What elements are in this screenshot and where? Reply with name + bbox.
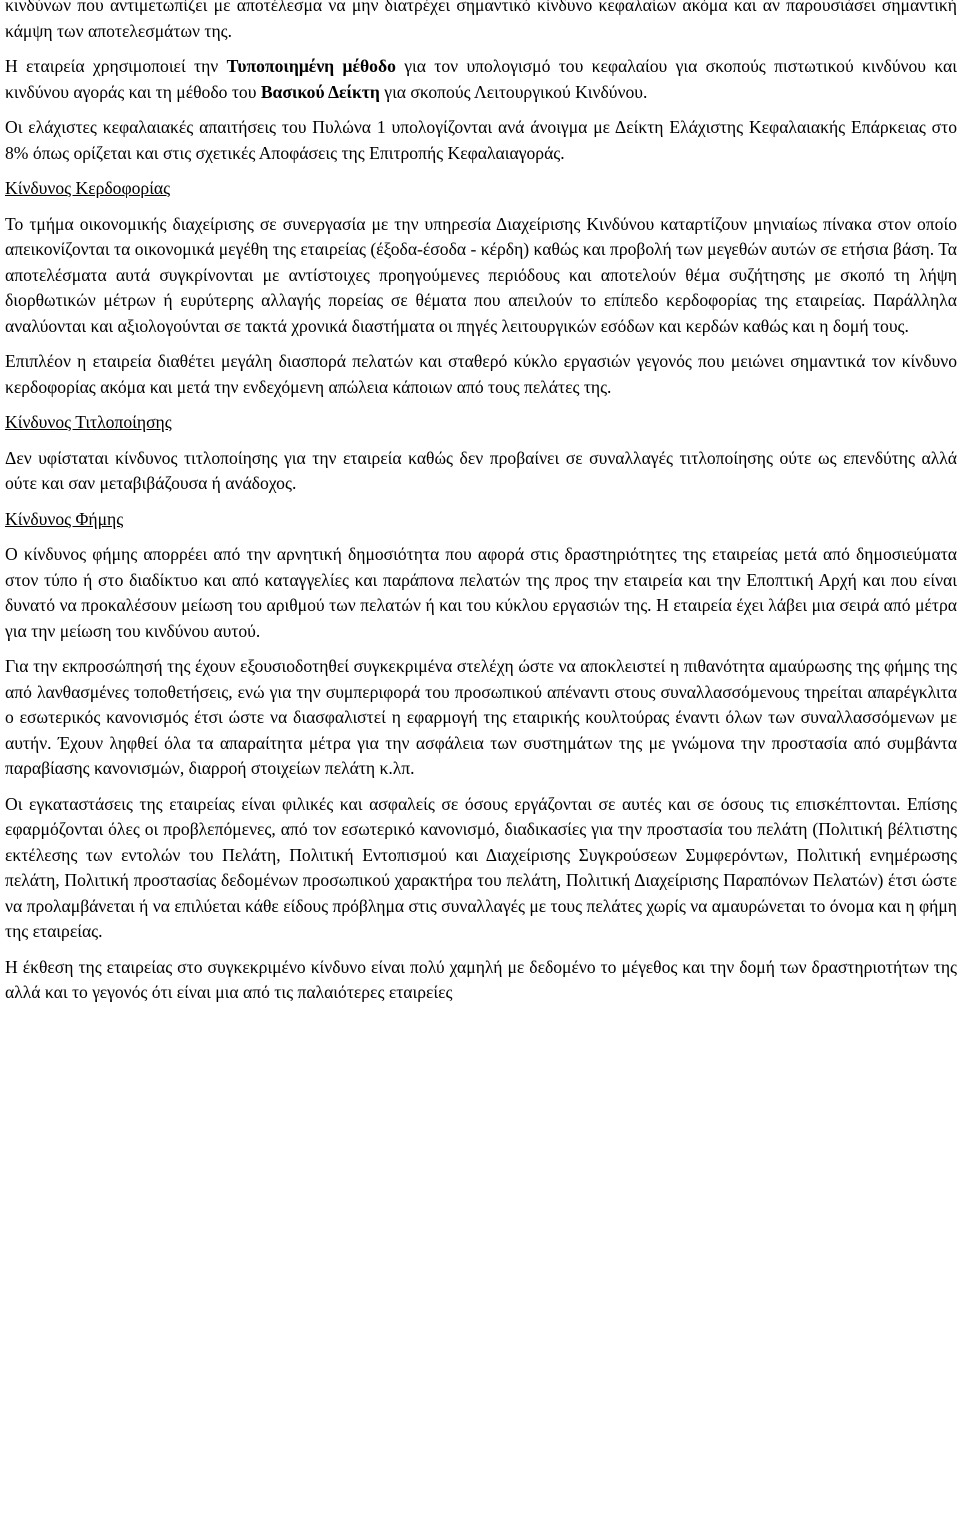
paragraph-securitization: Δεν υφίσταται κίνδυνος τιτλοποίησης για την εταιρεία καθώς δεν προβαίνει σε συναλλαγές τιτλοποίησης ούτε ως επενδύτης αλλά ούτε και σαν μεταβιβάζουσα ή ανάδοχος. xyxy=(5,447,957,493)
heading-securitization-risk: Κίνδυνος Τιτλοποίησης xyxy=(5,412,172,432)
heading-profitability-risk: Κίνδυνος Κερδοφορίας xyxy=(5,178,171,198)
paragraph-exposure: Η έκθεση της εταιρείας στο συγκεκριμένο κίνδυνο είναι πολύ χαμηλή με δεδομένο το μέγεθος και την δομή των δραστηριοτήτων της αλλά και το γεγονός ότι είναι μια από τις παλαιότερες εταιρείες xyxy=(5,956,957,1002)
document-page xyxy=(5,0,957,1016)
heading-reputation-risk: Κίνδυνος Φήμης xyxy=(5,508,124,529)
standardised-method-term: Τυποποιημένη μέθοδο xyxy=(226,56,396,76)
capital-method-text-1: Η εταιρεία χρησιμοποιεί την xyxy=(5,56,227,76)
paragraph-capital-method xyxy=(5,54,957,105)
paragraph-reputation-3: Οι εγκαταστάσεις της εταιρείας είναι φιλικές και ασφαλείς σε όσους εργάζονται σε αυτές και σε όσους τις επισκέπτονται. Επίσης εφαρμόζονται όλες οι προβλεπόμενες, από τον εσωτερικό κανονισμό, διαδικασίες για την προστασία του πελάτη (Πολιτική βέλτιστης εκτέλεσης των εντολών του Πελάτη, Πολιτική Εντοπισμού και Διαχείρισης Συγκρούσεων Συμφερόντων, Πολιτική ενημέρωσης πελάτη, Πολιτική προστασίας δεδομένων προσωπικού χαρακτήρα του πελάτη, Πολιτική Διαχείρισης Παραπόνων Πελατών) έτσι ώστε να προλαμβάνεται ή να επιλύεται κάθε είδους πρόβλημα στις συναλλαγές με τους πελάτες χωρίς να αμαυρώνεται το όνομα και η φήμη της εταιρείας. xyxy=(5,793,958,941)
capital-method-text-2: για τον υπολογισμό του κεφαλαίου για σκοπούς πιστωτικού κινδύνου και κινδύνου αγοράς και τη μέθοδο του xyxy=(5,56,958,102)
paragraph-profitability-1: Το τμήμα οικονομικής διαχείρισης σε συνεργασία με την υπηρεσία Διαχείρισης Κινδύνου καταρτίζουν μηνιαίως πίνακα στον οποίο απεικονίζονται τα οικονομικά μεγέθη της εταιρείας (έξοδα-έσοδα - κέρδη) καθώς και προβολή των μεγεθών αυτών σε ετήσια βάση. Τα αποτελέσματα αυτά συγκρίνονται με αντίστοιχες προηγούμενες περιόδους και αποτελούν θέμα συζήτησης με σκοπό τη λήψη διορθωτικών μέτρων ή ευρύτερης αλλαγής πορείας σε θέματα που απειλούν το επίπεδο κερδοφορίας της εταιρείας. Παράλληλα αναλύονται και αξιολογούνται σε τακτά χρονικά διαστήματα οι πηγές λειτουργικών εσόδων και κερδών καθώς και η δομή τους. xyxy=(5,213,957,336)
paragraph-pillar-1: Οι ελάχιστες κεφαλαιακές απαιτήσεις του Πυλώνα 1 υπολογίζονται ανά άνοιγμα με Δείκτη Ελάχιστης Κεφαλαιακής Επάρκειας στο 8% όπως ορίζεται και στις σχετικές Αποφάσεις της Επιτροπής Κεφαλαιαγοράς. xyxy=(5,117,957,163)
paragraph-profitability-2: Επιπλέον η εταιρεία διαθέτει μεγάλη διασπορά πελατών και σταθερό κύκλο εργασιών γεγονός που μειώνει σημαντικά τον κίνδυνο κερδοφορίας ακόμα και μετά την ενδεχόμενη απώλεια κάποιων από τους πελάτες της. xyxy=(5,351,957,397)
paragraph-reputation-1: Ο κίνδυνος φήμης απορρέει από την αρνητική δημοσιότητα που αφορά στις δραστηριότητες της εταιρείας μετά από δημοσιεύματα στον τύπο ή στο διαδίκτυο και από καταγγελίες και παράπονα πελατών της προς την εταιρεία και την Εποπτική Αρχή και που είναι δυνατό να προκαλέσουν μείωση του αριθμού των πελατών ή και του κύκλου εργασιών της. Η εταιρεία έχει λάβει μια σειρά από μέτρα για την μείωση του κινδύνου αυτού. xyxy=(5,544,957,641)
paragraph-reputation-2: Για την εκπροσώπησή της έχουν εξουσιοδοτηθεί συγκεκριμένα στελέχη ώστε να αποκλειστεί η πιθανότητα αμαύρωσης της φήμης της από λανθασμένες τοποθετήσεις, ενώ για την συμπεριφορά του προσωπικού απέναντι στους συναλλασσόμενους τηρείται απαρέγκλιτα ο εσωτερικός κανονισμός έτσι ώστε να διασφαλιστεί η εφαρμογή της εταιρικής κουλτούρας έναντι όλων των συναλλασσόμενων με αυτήν. Έχουν ληφθεί όλα τα απαραίτητα μέτρα για την ασφάλεια των συστημάτων της με γνώμονα την προστασία από συμβάντα παραβίασης κανονισμών, διαρροή στοιχείων πελάτη κ.λπ. xyxy=(5,656,957,778)
paragraph-continuation: κινδύνων που αντιμετωπίζει με αποτέλεσμα να μην διατρέχει σημαντικό κίνδυνο κεφαλαίων ακόμα και αν παρουσιάσει σημαντική κάμψη των αποτελεσμάτων της. xyxy=(5,0,957,41)
capital-method-text-3: για σκοπούς Λειτουργικού Κινδύνου. xyxy=(379,81,648,102)
basic-indicator-term: Βασικού Δείκτη xyxy=(260,81,380,102)
